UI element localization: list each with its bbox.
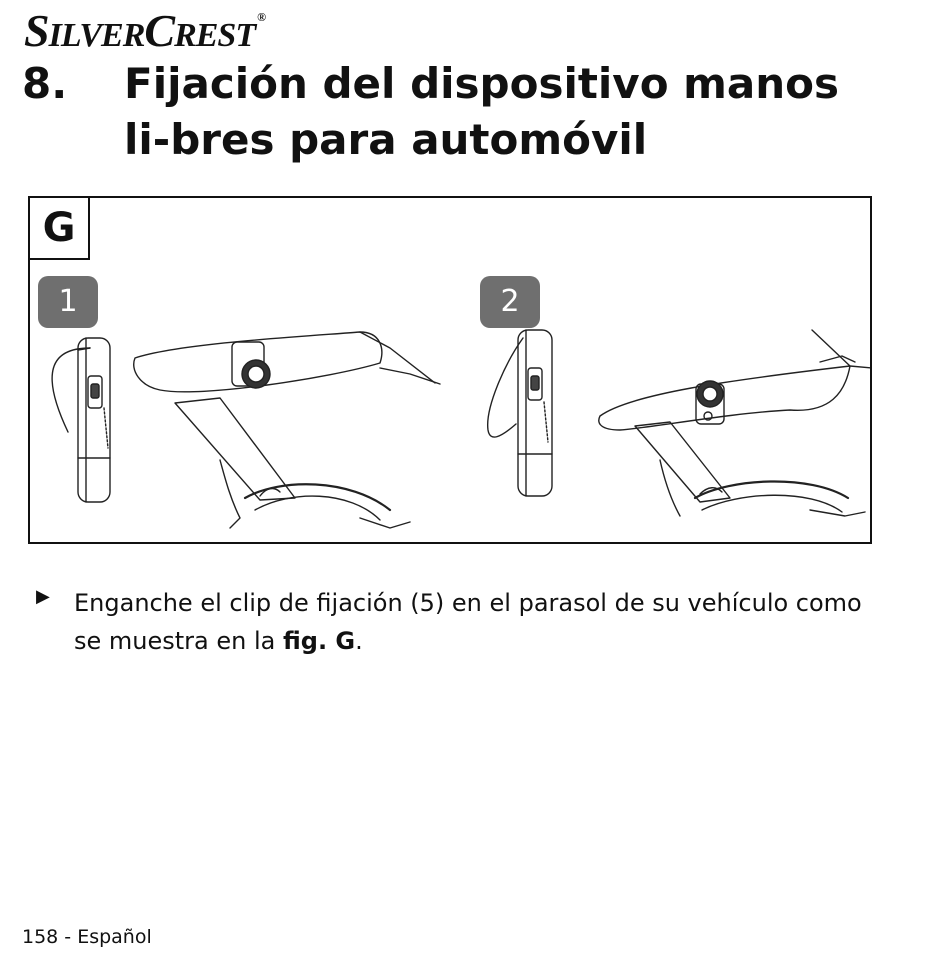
car-mounting-illustration [30, 198, 870, 542]
section-title: Fijación del dispositivo manos li-bres para automóvil [124, 59, 840, 164]
step-badge-2: 2 [480, 276, 540, 328]
step-badge-1: 1 [38, 276, 98, 328]
instruction-text: Enganche el clip de fijación (5) en el parasol de su vehículo como se muestra en la fig. G. [74, 589, 862, 655]
page-footer: 158 - Español [22, 926, 152, 948]
figure-label: G [30, 198, 90, 260]
figure-reference: fig. G [282, 627, 356, 655]
brand-logo: SILVERCREST ® [24, 5, 266, 56]
figure-g [28, 196, 872, 544]
section-number: 8. [22, 59, 68, 108]
bullet-icon: ▶ [36, 586, 50, 607]
